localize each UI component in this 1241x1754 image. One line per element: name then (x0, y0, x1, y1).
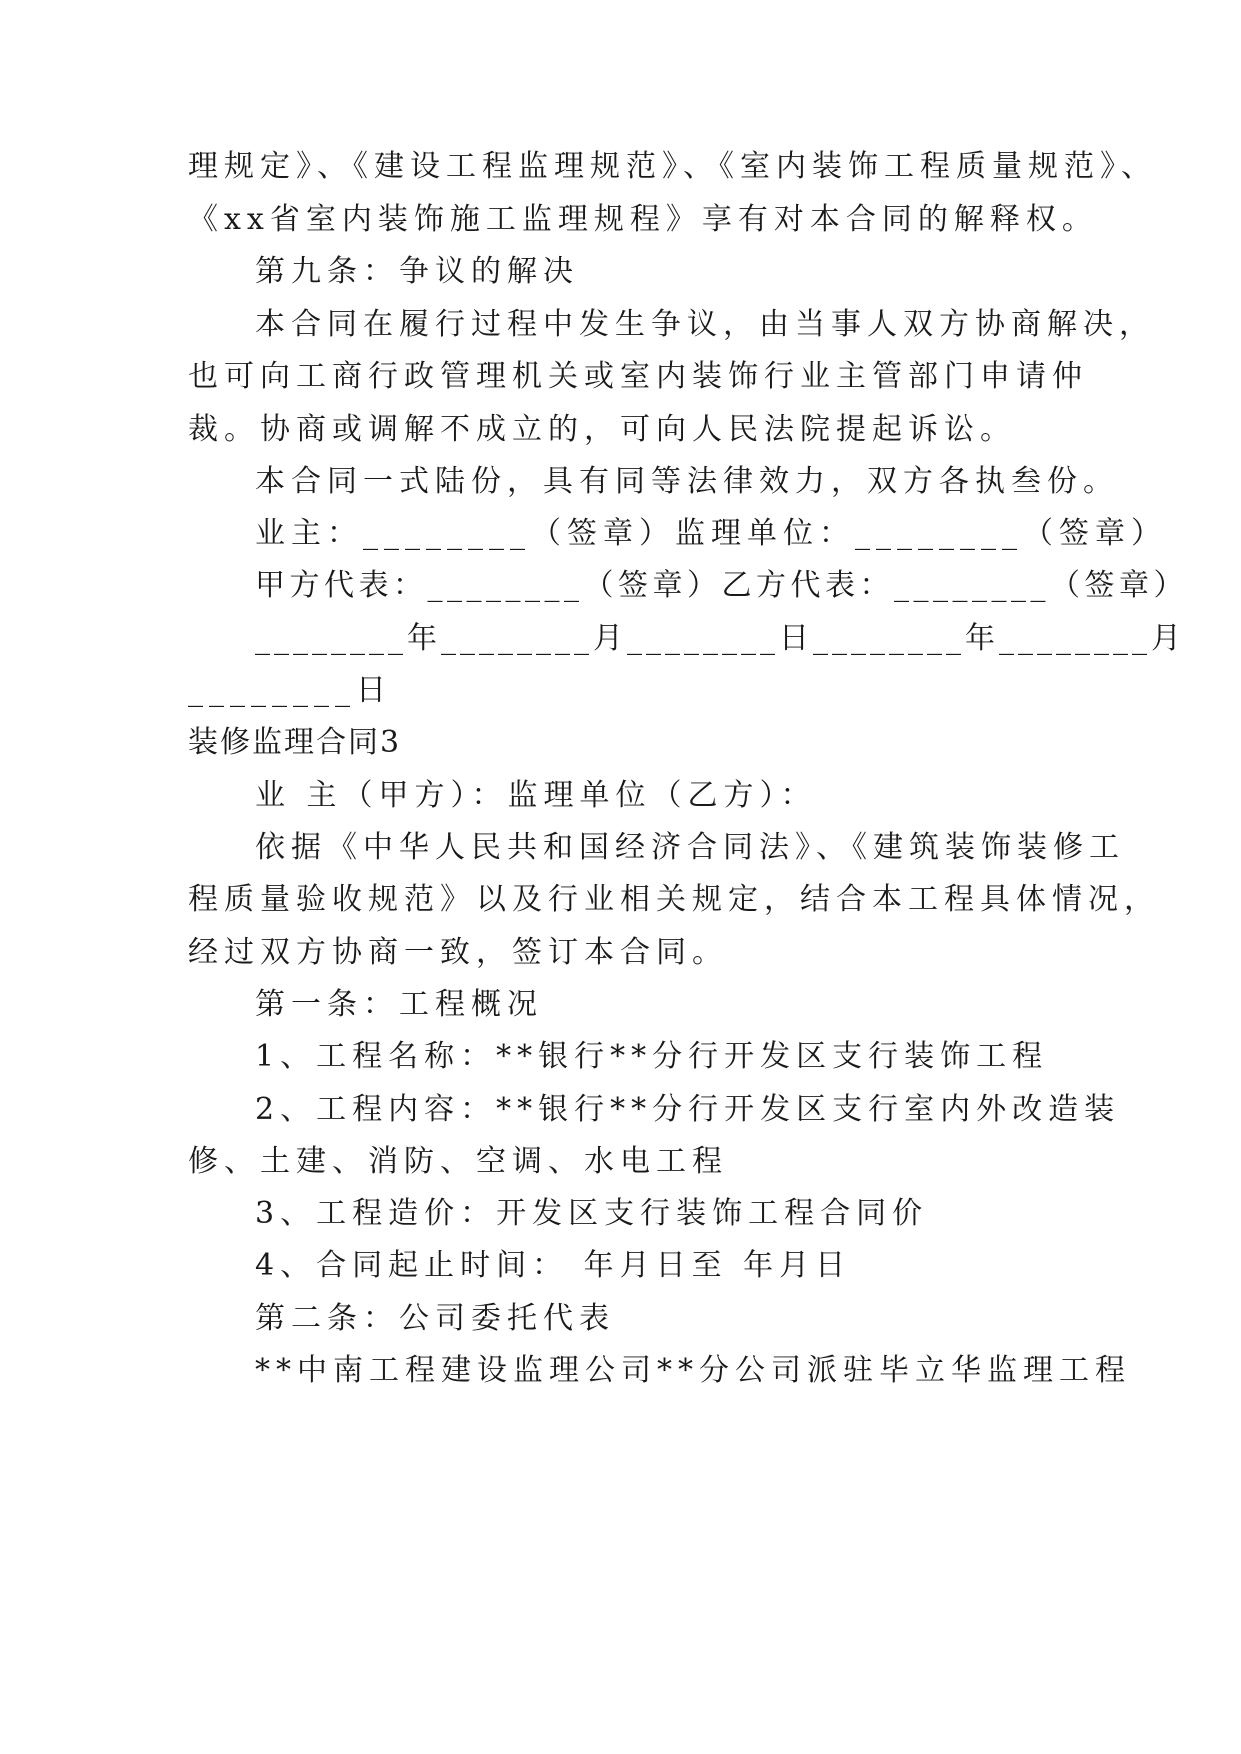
date-line: ________年________月________日________年________月 (255, 621, 1185, 656)
paragraph-line: 理规定》、《建设工程监理规范》、《室内装饰工程质量规范》、 (188, 149, 1157, 184)
list-item: 1、工程名称：**银行**分行开发区支行装饰工程 (255, 1039, 1049, 1074)
list-item: 2、工程内容：**银行**分行开发区支行室内外改造装 (255, 1092, 1121, 1127)
paragraph-line: 裁。协商或调解不成立的，可向人民法院提起诉讼。 (188, 412, 1016, 447)
paragraph-line: 依据《中华人民共和国经济合同法》、《建筑装饰装修工 (255, 830, 1125, 865)
document-title: 装修监理合同3 (188, 725, 402, 760)
paragraph-line: 也可向工商行政管理机关或室内装饰行业主管部门申请仲 (188, 359, 1088, 394)
paragraph-line: 本合同一式陆份，具有同等法律效力，双方各执叁份。 (255, 464, 1119, 499)
paragraph-line: 经过双方协商一致，签订本合同。 (188, 935, 728, 970)
section-heading: 第一条：工程概况 (255, 987, 543, 1022)
list-item: 3、工程造价：开发区支行装饰工程合同价 (255, 1196, 929, 1231)
list-item: 4、合同起止时间： 年月日至 年月日 (255, 1248, 852, 1283)
date-line-end: ________日 (188, 673, 392, 708)
section-heading: 第九条：争议的解决 (255, 254, 579, 289)
signature-line-owner: 业主：________（签章）监理单位：________（签章） (255, 516, 1167, 551)
list-item-continuation: 修、土建、消防、空调、水电工程 (188, 1144, 728, 1179)
paragraph-line: 《xx省室内装饰施工监理规程》享有对本合同的解释权。 (188, 202, 1098, 237)
signature-line-representatives: 甲方代表：________（签章）乙方代表：________（签章） (255, 568, 1188, 603)
paragraph-line: 程质量验收规范》以及行业相关规定，结合本工程具体情况， (188, 882, 1160, 917)
parties-line: 业 主（甲方）：监理单位（乙方）： (255, 778, 817, 813)
section-heading: 第二条：公司委托代表 (255, 1301, 615, 1336)
paragraph-line: **中南工程建设监理公司**分公司派驻毕立华监理工程 (255, 1353, 1131, 1388)
paragraph-line: 本合同在履行过程中发生争议，由当事人双方协商解决， (255, 307, 1155, 342)
